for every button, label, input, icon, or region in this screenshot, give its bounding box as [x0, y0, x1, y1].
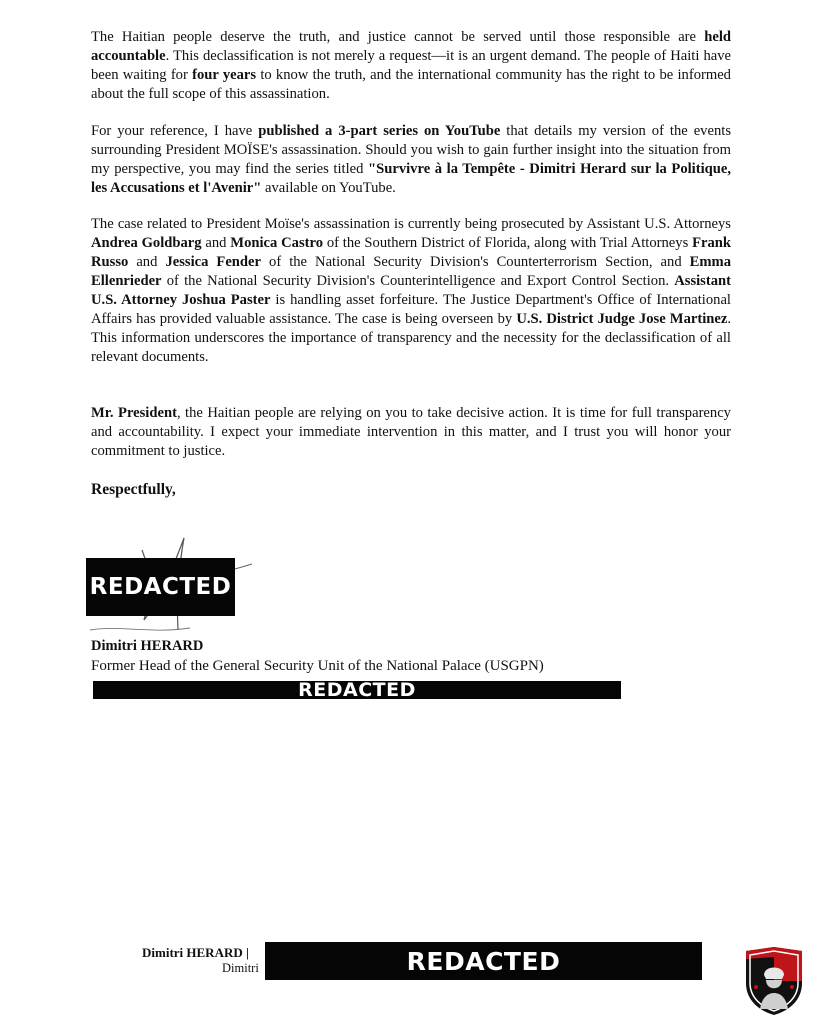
bold-text: Assistant U.S. Attorney Joshua Paster [91, 273, 731, 308]
bold-text: Emma Ellenrieder [91, 254, 731, 289]
bold-text: Jessica Fender [165, 254, 261, 270]
bold-text: Andrea Goldbarg [91, 235, 202, 251]
text: of the National Security Division's Counterterrorism Section, and [261, 254, 690, 270]
text: is handling asset forfeiture. The Justice Department's Office of International Affairs has provided valuable assistance. The case is being overseen by [91, 292, 731, 327]
text: For your reference, I have [91, 123, 259, 139]
contact-redaction [93, 681, 621, 699]
signatory-title: Former Head of the General Security Unit of the National Palace (USGPN) [91, 658, 544, 674]
bold-text: four years [192, 67, 257, 83]
text: and [201, 235, 231, 251]
bold-text: held accountable [91, 29, 731, 64]
bold-text: Mr. President [91, 405, 177, 421]
paragraph-prosecution [91, 215, 731, 367]
bold-text: published a 3-part series on YouTube [258, 123, 501, 139]
footer-name: Dimitri HERARD | [142, 945, 249, 960]
text: The case related to President Moïse's assassination is currently being prosecuted by Assistant U.S. Attorneys [91, 216, 731, 232]
contact-redaction-label: REDACTED [298, 681, 416, 699]
text: of the National Security Division's Counterintelligence and Export Control Section. [161, 273, 675, 289]
text: and [128, 254, 166, 270]
text: available on YouTube. [261, 180, 396, 196]
text: . This information underscores the importance of transparency and the necessity for the declassification of all relevant documents. [91, 311, 731, 365]
bold-text: Monica Castro [230, 235, 324, 251]
text: , the Haitian people are relying on you to take decisive action. It is time for full transparency and accountability. I expect your immediate intervention in this matter, and I trust you will honor your commitment to justice. [91, 405, 731, 459]
signatory-name: Dimitri HERARD [91, 638, 204, 654]
bold-text: U.S. District Judge Jose Martinez [516, 311, 728, 327]
footer-redaction: REDACTED [265, 942, 702, 980]
text: . This declassification is not merely a request—it is an urgent demand. The people of Haiti have been waiting for [91, 48, 731, 83]
shield-emblem-icon [742, 945, 806, 1017]
text: The Haitian people deserve the truth, and justice cannot be served until those responsible are [91, 29, 705, 45]
bold-text: "Survivre à la Tempête - Dimitri Herard sur la Politique, les Accusations et l'Avenir" [91, 161, 731, 196]
bold-text: Frank Russo [91, 235, 731, 270]
text: that details my version of the events surrounding President MOÏSE's assassination. Should you wish to gain further insight into the situation from my perspective, you may find the series titled [91, 123, 731, 177]
paragraph-truth [91, 28, 731, 104]
text: of the Southern District of Florida, along with Trial Attorneys [323, 235, 693, 251]
closing-salutation: Respectfully, [91, 481, 176, 498]
footer-subtext: Dimitri [222, 961, 259, 975]
signature-redaction: REDACTED [86, 558, 235, 616]
paragraph-youtube [91, 122, 731, 198]
text: to know the truth, and the international community has the right to be informed about the full scope of this assassination. [91, 67, 731, 102]
paragraph-appeal [91, 404, 731, 461]
